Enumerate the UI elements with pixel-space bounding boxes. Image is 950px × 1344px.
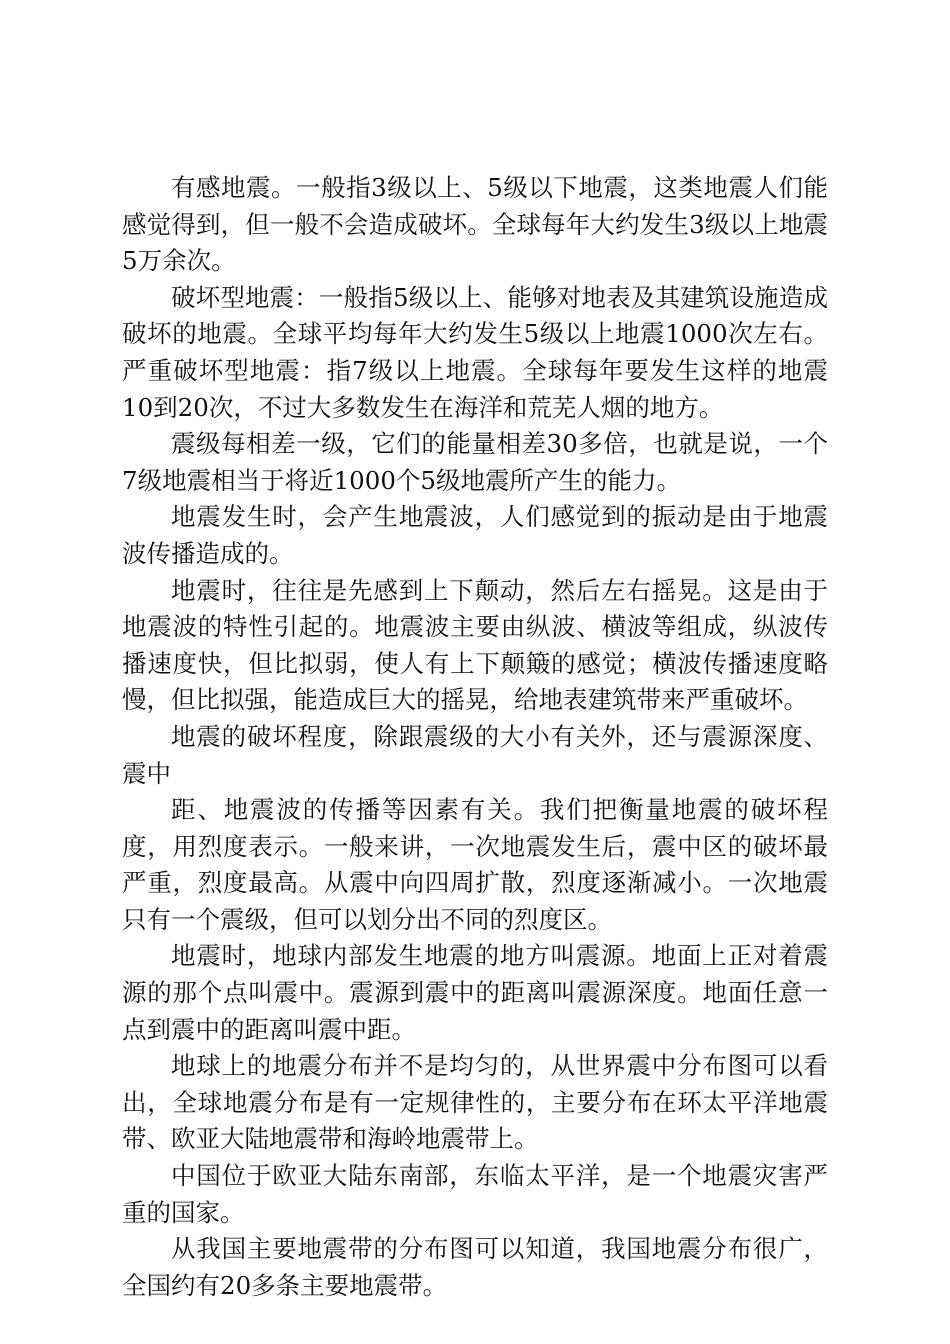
paragraph-china-seismic-belts: 从我国主要地震带的分布图可以知道，我国地震分布很广，全国约有20多条主要地震带。 xyxy=(122,1234,828,1300)
paragraph-seismic-waves: 地震发生时，会产生地震波，人们感觉到的振动是由于地震波传播造成的。 xyxy=(122,502,828,568)
paragraph-intensity: 距、地震波的传播等因素有关。我们把衡量地震的破坏程度，用烈度表示。一般来讲，一次地震发生后，震中区的破坏最严重，烈度最高。从震中向四周扩散，烈度逐渐减小。一次地震只有一个震级，但可以划分出不同的烈度区。 xyxy=(122,795,828,934)
document-page xyxy=(122,170,828,1304)
paragraph-magnitude-energy: 震级每相差一级，它们的能量相差30多倍，也就是说，一个7级地震相当于将近1000个5级地震所产生的能力。 xyxy=(122,429,828,495)
paragraph-destructive-earthquake: 破坏型地震：一般指5级以上、能够对地表及其建筑设施造成破坏的地震。全球平均每年大约发生5级以上地震1000次左右。严重破坏型地震：指7级以上地震。全球每年要发生这样的地震10到20次，不过大多数发生在海洋和荒芜人烟的地方。 xyxy=(122,282,828,422)
paragraph-global-distribution: 地球上的地震分布并不是均匀的，从世界震中分布图可以看出，全球地震分布是有一定规律性的，主要分布在环太平洋地震带、欧亚大陆地震带和海岭地震带上。 xyxy=(122,1051,828,1154)
paragraph-wave-types: 地震时，往往是先感到上下颠动，然后左右摇晃。这是由于地震波的特性引起的。地震波主要由纵波、横波等组成，纵波传播速度快，但比拟弱，使人有上下颠簸的感觉；横波传播速度略慢，但比拟强，能造成巨大的摇晃，给地表建筑带来严重破坏。 xyxy=(122,575,828,715)
paragraph-damage-factors: 地震的破坏程度，除跟震级的大小有关外，还与震源深度、震中 xyxy=(122,721,828,788)
paragraph-china-location: 中国位于欧亚大陆东南部，东临太平洋，是一个地震灾害严重的国家。 xyxy=(122,1161,828,1227)
paragraph-focus-epicenter: 地震时，地球内部发生地震的地方叫震源。地面上正对着震源的那个点叫震中。震源到震中的距离叫震源深度。地面任意一点到震中的距离叫震中距。 xyxy=(122,941,828,1044)
paragraph-felt-earthquake: 有感地震。一般指3级以上、5级以下地震，这类地震人们能感觉得到，但一般不会造成破坏。全球每年大约发生3级以上地震5万余次。 xyxy=(122,173,828,276)
